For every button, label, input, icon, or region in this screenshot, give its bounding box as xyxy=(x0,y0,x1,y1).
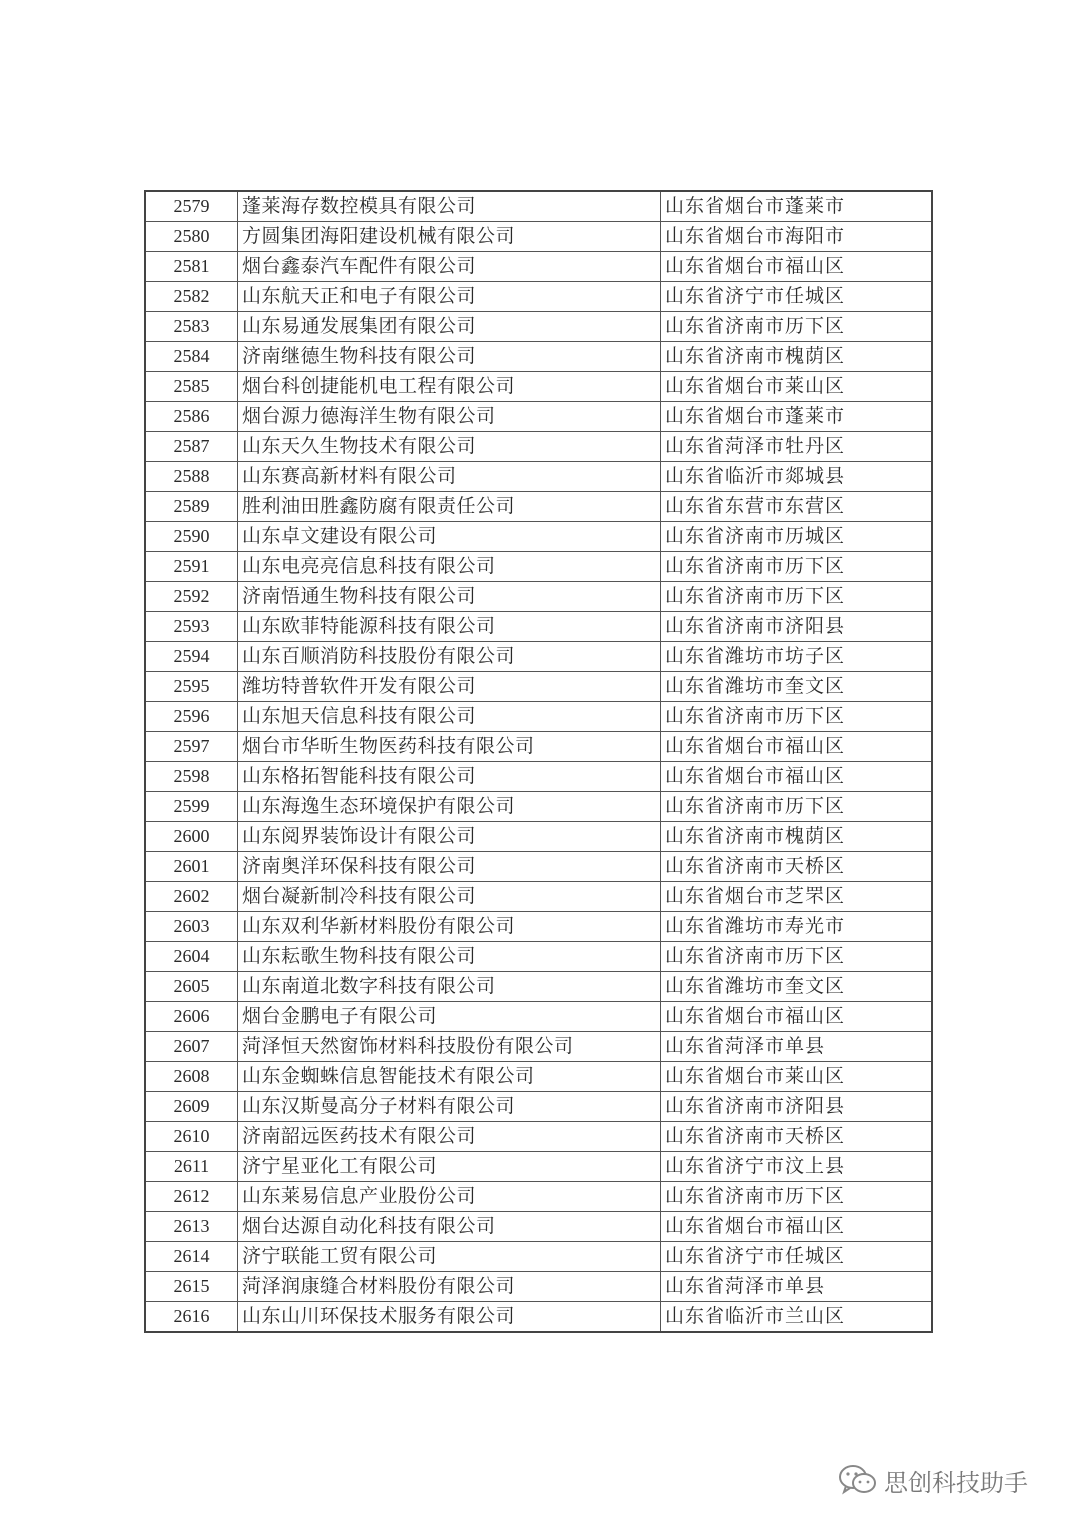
location-cell: 山东省济宁市汶上县 xyxy=(661,1152,933,1182)
row-number-cell: 2607 xyxy=(145,1032,238,1062)
location-cell: 山东省济南市历下区 xyxy=(661,582,933,612)
company-name-cell: 济南悟通生物科技有限公司 xyxy=(238,582,661,612)
company-name-cell: 山东南道北数字科技有限公司 xyxy=(238,972,661,1002)
location-cell: 山东省烟台市芝罘区 xyxy=(661,882,933,912)
company-name-cell: 烟台凝新制冷科技有限公司 xyxy=(238,882,661,912)
wechat-icon xyxy=(838,1463,878,1497)
table-row xyxy=(145,282,932,312)
location-cell: 山东省烟台市福山区 xyxy=(661,1212,933,1242)
location-cell: 山东省烟台市莱山区 xyxy=(661,1062,933,1092)
table-row xyxy=(145,642,932,672)
location-cell: 山东省潍坊市奎文区 xyxy=(661,672,933,702)
location-cell: 山东省济宁市任城区 xyxy=(661,1242,933,1272)
location-cell: 山东省济南市历下区 xyxy=(661,792,933,822)
location-cell: 山东省东营市东营区 xyxy=(661,492,933,522)
row-number-cell: 2596 xyxy=(145,702,238,732)
row-number-cell: 2585 xyxy=(145,372,238,402)
company-name-cell: 山东易通发展集团有限公司 xyxy=(238,312,661,342)
company-name-cell: 济南韶远医药技术有限公司 xyxy=(238,1122,661,1152)
table-row xyxy=(145,522,932,552)
row-number-cell: 2591 xyxy=(145,552,238,582)
table-row xyxy=(145,1242,932,1272)
location-cell: 山东省济南市济阳县 xyxy=(661,612,933,642)
row-number-cell: 2579 xyxy=(145,191,238,222)
table-row xyxy=(145,552,932,582)
location-cell: 山东省潍坊市坊子区 xyxy=(661,642,933,672)
row-number-cell: 2609 xyxy=(145,1092,238,1122)
location-cell: 山东省济南市天桥区 xyxy=(661,1122,933,1152)
table-row xyxy=(145,462,932,492)
table-row xyxy=(145,912,932,942)
row-number-cell: 2580 xyxy=(145,222,238,252)
row-number-cell: 2605 xyxy=(145,972,238,1002)
company-name-cell: 山东阅界装饰设计有限公司 xyxy=(238,822,661,852)
table-row xyxy=(145,1212,932,1242)
company-name-cell: 山东海逸生态环境保护有限公司 xyxy=(238,792,661,822)
table-row xyxy=(145,1272,932,1302)
row-number-cell: 2614 xyxy=(145,1242,238,1272)
watermark xyxy=(838,1460,1028,1500)
table-row xyxy=(145,1092,932,1122)
table-row xyxy=(145,792,932,822)
table-row xyxy=(145,762,932,792)
row-number-cell: 2601 xyxy=(145,852,238,882)
company-table-container xyxy=(144,190,923,1333)
table-row xyxy=(145,191,932,222)
company-name-cell: 山东赛高新材料有限公司 xyxy=(238,462,661,492)
location-cell: 山东省烟台市福山区 xyxy=(661,1002,933,1032)
location-cell: 山东省济南市历下区 xyxy=(661,942,933,972)
row-number-cell: 2616 xyxy=(145,1302,238,1333)
row-number-cell: 2602 xyxy=(145,882,238,912)
company-name-cell: 烟台源力德海洋生物有限公司 xyxy=(238,402,661,432)
table-row xyxy=(145,1122,932,1152)
location-cell: 山东省临沂市郯城县 xyxy=(661,462,933,492)
company-name-cell: 烟台达源自动化科技有限公司 xyxy=(238,1212,661,1242)
location-cell: 山东省济南市历下区 xyxy=(661,1182,933,1212)
company-name-cell: 烟台鑫泰汽车配件有限公司 xyxy=(238,252,661,282)
location-cell: 山东省烟台市海阳市 xyxy=(661,222,933,252)
row-number-cell: 2581 xyxy=(145,252,238,282)
company-name-cell: 烟台金鹏电子有限公司 xyxy=(238,1002,661,1032)
row-number-cell: 2604 xyxy=(145,942,238,972)
location-cell: 山东省烟台市福山区 xyxy=(661,762,933,792)
table-row xyxy=(145,222,932,252)
company-name-cell: 菏泽润康缝合材料股份有限公司 xyxy=(238,1272,661,1302)
table-row xyxy=(145,1032,932,1062)
company-name-cell: 胜利油田胜鑫防腐有限责任公司 xyxy=(238,492,661,522)
company-name-cell: 山东双利华新材料股份有限公司 xyxy=(238,912,661,942)
table-row xyxy=(145,852,932,882)
row-number-cell: 2583 xyxy=(145,312,238,342)
company-name-cell: 山东金蜘蛛信息智能技术有限公司 xyxy=(238,1062,661,1092)
table-row xyxy=(145,372,932,402)
row-number-cell: 2595 xyxy=(145,672,238,702)
watermark-text: 思创科技助手 xyxy=(884,1468,1028,1497)
table-row xyxy=(145,702,932,732)
table-row xyxy=(145,972,932,1002)
location-cell: 山东省潍坊市奎文区 xyxy=(661,972,933,1002)
row-number-cell: 2593 xyxy=(145,612,238,642)
location-cell: 山东省烟台市福山区 xyxy=(661,252,933,282)
table-row xyxy=(145,822,932,852)
location-cell: 山东省济南市槐荫区 xyxy=(661,342,933,372)
company-name-cell: 方圆集团海阳建设机械有限公司 xyxy=(238,222,661,252)
company-name-cell: 烟台市华昕生物医药科技有限公司 xyxy=(238,732,661,762)
row-number-cell: 2599 xyxy=(145,792,238,822)
location-cell: 山东省济宁市任城区 xyxy=(661,282,933,312)
table-row xyxy=(145,942,932,972)
table-row xyxy=(145,582,932,612)
location-cell: 山东省济南市槐荫区 xyxy=(661,822,933,852)
table-row xyxy=(145,1182,932,1212)
location-cell: 山东省菏泽市牡丹区 xyxy=(661,432,933,462)
company-table xyxy=(144,190,933,1333)
table-row xyxy=(145,342,932,372)
table-row xyxy=(145,732,932,762)
table-row xyxy=(145,672,932,702)
location-cell: 山东省潍坊市寿光市 xyxy=(661,912,933,942)
location-cell: 山东省济南市历下区 xyxy=(661,552,933,582)
location-cell: 山东省济南市历下区 xyxy=(661,312,933,342)
company-name-cell: 山东格拓智能科技有限公司 xyxy=(238,762,661,792)
table-row xyxy=(145,432,932,462)
table-row xyxy=(145,492,932,522)
company-name-cell: 山东电亮亮信息科技有限公司 xyxy=(238,552,661,582)
location-cell: 山东省菏泽市单县 xyxy=(661,1032,933,1062)
row-number-cell: 2613 xyxy=(145,1212,238,1242)
location-cell: 山东省烟台市福山区 xyxy=(661,732,933,762)
row-number-cell: 2600 xyxy=(145,822,238,852)
location-cell: 山东省烟台市莱山区 xyxy=(661,372,933,402)
company-name-cell: 山东山川环保技术服务有限公司 xyxy=(238,1302,661,1333)
table-row xyxy=(145,312,932,342)
company-name-cell: 烟台科创捷能机电工程有限公司 xyxy=(238,372,661,402)
company-name-cell: 济南继德生物科技有限公司 xyxy=(238,342,661,372)
row-number-cell: 2590 xyxy=(145,522,238,552)
row-number-cell: 2586 xyxy=(145,402,238,432)
company-name-cell: 山东耘歌生物科技有限公司 xyxy=(238,942,661,972)
table-row xyxy=(145,1302,932,1333)
company-name-cell: 蓬莱海存数控模具有限公司 xyxy=(238,191,661,222)
table-row xyxy=(145,612,932,642)
row-number-cell: 2589 xyxy=(145,492,238,522)
company-name-cell: 济宁星亚化工有限公司 xyxy=(238,1152,661,1182)
location-cell: 山东省菏泽市单县 xyxy=(661,1272,933,1302)
company-table-body xyxy=(145,191,932,1332)
location-cell: 山东省济南市历下区 xyxy=(661,702,933,732)
table-row xyxy=(145,1002,932,1032)
row-number-cell: 2584 xyxy=(145,342,238,372)
row-number-cell: 2610 xyxy=(145,1122,238,1152)
row-number-cell: 2597 xyxy=(145,732,238,762)
location-cell: 山东省烟台市蓬莱市 xyxy=(661,191,933,222)
company-name-cell: 潍坊特普软件开发有限公司 xyxy=(238,672,661,702)
company-name-cell: 山东航天正和电子有限公司 xyxy=(238,282,661,312)
location-cell: 山东省临沂市兰山区 xyxy=(661,1302,933,1333)
row-number-cell: 2606 xyxy=(145,1002,238,1032)
row-number-cell: 2603 xyxy=(145,912,238,942)
row-number-cell: 2608 xyxy=(145,1062,238,1092)
company-name-cell: 山东莱易信息产业股份公司 xyxy=(238,1182,661,1212)
row-number-cell: 2588 xyxy=(145,462,238,492)
company-name-cell: 济南奥洋环保科技有限公司 xyxy=(238,852,661,882)
table-row xyxy=(145,402,932,432)
location-cell: 山东省济南市济阳县 xyxy=(661,1092,933,1122)
location-cell: 山东省济南市天桥区 xyxy=(661,852,933,882)
table-row xyxy=(145,1062,932,1092)
row-number-cell: 2615 xyxy=(145,1272,238,1302)
row-number-cell: 2594 xyxy=(145,642,238,672)
company-name-cell: 山东欧菲特能源科技有限公司 xyxy=(238,612,661,642)
company-name-cell: 山东百顺消防科技股份有限公司 xyxy=(238,642,661,672)
row-number-cell: 2612 xyxy=(145,1182,238,1212)
row-number-cell: 2592 xyxy=(145,582,238,612)
row-number-cell: 2598 xyxy=(145,762,238,792)
row-number-cell: 2582 xyxy=(145,282,238,312)
company-name-cell: 山东汉斯曼高分子材料有限公司 xyxy=(238,1092,661,1122)
table-row xyxy=(145,882,932,912)
table-row xyxy=(145,1152,932,1182)
row-number-cell: 2587 xyxy=(145,432,238,462)
company-name-cell: 济宁联能工贸有限公司 xyxy=(238,1242,661,1272)
location-cell: 山东省烟台市蓬莱市 xyxy=(661,402,933,432)
company-name-cell: 山东卓文建设有限公司 xyxy=(238,522,661,552)
company-name-cell: 山东天久生物技术有限公司 xyxy=(238,432,661,462)
company-name-cell: 山东旭天信息科技有限公司 xyxy=(238,702,661,732)
location-cell: 山东省济南市历城区 xyxy=(661,522,933,552)
row-number-cell: 2611 xyxy=(145,1152,238,1182)
company-name-cell: 菏泽恒天然窗饰材料科技股份有限公司 xyxy=(238,1032,661,1062)
table-row xyxy=(145,252,932,282)
